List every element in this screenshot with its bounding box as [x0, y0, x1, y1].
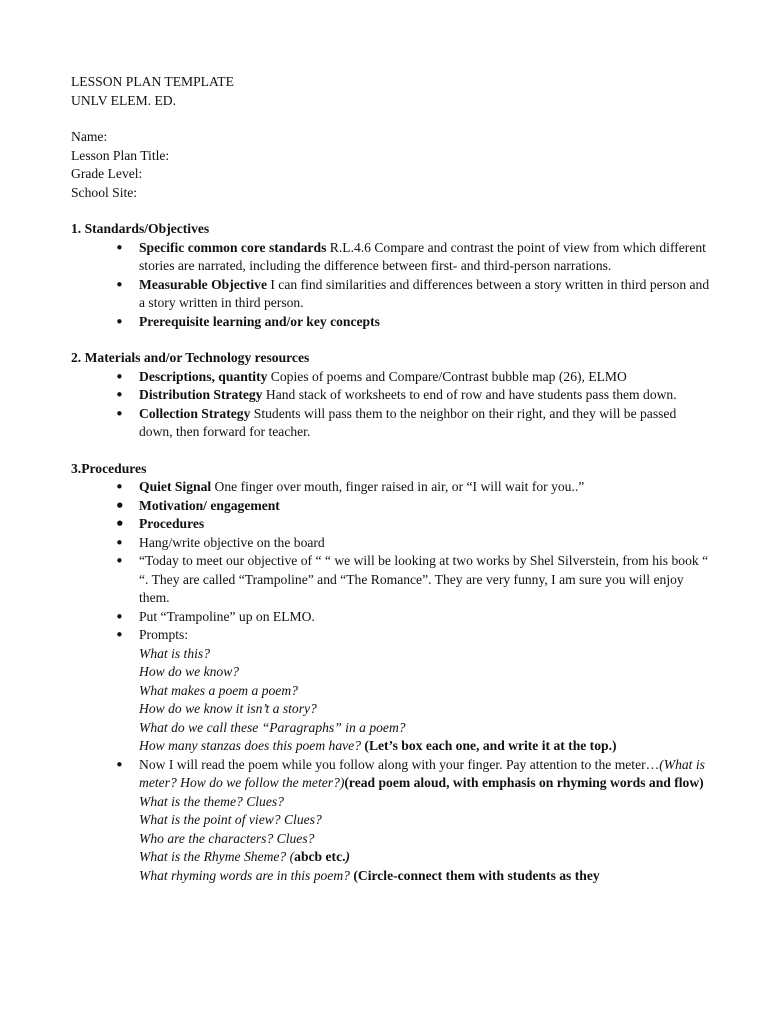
list-item — [71, 405, 711, 442]
section-1-list — [71, 239, 711, 332]
section-3-heading: 3.Procedures — [71, 460, 147, 476]
item-text: R.L.4.6 Compare and contrast the point of view from which different stories are narrated, including the difference between first- and third-person narrations. — [139, 239, 706, 273]
put-trampoline-item: • Put “Trampoline” up on ELMO. — [71, 608, 711, 627]
prompt-question: What is this? — [139, 645, 210, 661]
list-item — [71, 239, 711, 276]
list-item — [71, 478, 711, 497]
discussion-question: Who are the characters? Clues? — [139, 830, 315, 846]
list-item — [71, 276, 711, 313]
item-label: Distribution Strategy — [139, 387, 263, 402]
item-label: Collection Strategy — [139, 405, 251, 421]
school-site-field: School Site: — [71, 184, 138, 200]
stanzas-question: How many stanzas does this poem have? — [139, 738, 362, 753]
motivation-item: • Motivation/ engagement — [71, 497, 711, 516]
section-2-heading: 2. Materials and/or Technology resources — [71, 350, 310, 365]
item-text: Copies of poems and Compare/Contrast bubble map (26), ELMO — [267, 368, 627, 384]
stanzas-note: (Let’s box each one, and write it at the top.) — [361, 738, 617, 753]
read-text: Now I will read the poem while you follow along with your finger. Pay attention to the meter… — [139, 756, 660, 772]
read-poem-item — [71, 756, 711, 886]
prompt-question: How do we know? — [139, 664, 240, 679]
read-bold: (read poem aloud, with emphasis on rhyming words and flow) — [344, 775, 704, 790]
rhyme-line — [139, 848, 711, 867]
list-item — [71, 386, 711, 405]
stanzas-line — [139, 737, 711, 756]
read-italic: (What is meter? How do we follow the meter?) — [139, 756, 705, 790]
name-field: Name: — [71, 129, 108, 144]
item-text: Students will pass them to the neighbor on their right, and they will be passed down, then forward for teacher. — [139, 405, 677, 439]
hang-objective-item: • Hang/write objective on the board — [71, 534, 711, 553]
prompt-question: What makes a poem a poem? — [139, 682, 298, 698]
rhyming-words-line — [139, 867, 711, 886]
prompt-question: How do we know it isn’t a story? — [139, 701, 317, 716]
procedures-item: • Procedures — [71, 515, 711, 534]
grade-level-field: Grade Level: — [71, 166, 143, 181]
list-item — [71, 313, 711, 332]
item-label: Prerequisite learning and/or key concepts — [139, 313, 380, 329]
item-label: Specific common core standards — [139, 239, 327, 255]
lesson-plan-title-field: Lesson Plan Title: — [71, 147, 170, 163]
rhyme-question: What is the Rhyme Sheme? ( — [139, 849, 295, 864]
item-text: I can find similarities and differences between a story written in third person and a story written in third person. — [139, 276, 710, 310]
prompt-question: What do we call these “Paragraphs” in a poem? — [139, 719, 406, 735]
prompts-label: • Prompts: — [139, 627, 189, 642]
rhyme-close: ) — [345, 849, 351, 864]
item-text: Hand stack of worksheets to end of row and have students pass them down. — [262, 387, 677, 402]
title-line-2: UNLV ELEM. ED. — [71, 92, 176, 108]
item-label: Measurable Objective — [139, 276, 267, 292]
item-label: Descriptions, quantity — [139, 368, 268, 384]
rhyming-words-note: (Circle-connect them with students as they — [349, 867, 600, 883]
prompts-item — [71, 626, 711, 756]
rhyming-words-question: What rhyming words are in this poem? — [139, 867, 350, 883]
today-item: • “Today to meet our objective of “ “ we will be looking at two works by Shel Silverstein, from his book “ “. They are called “Trampoline” and “The Romance”. They are very funny, I am sure you will enjoy them. — [71, 552, 711, 608]
quiet-signal-label: Quiet Signal — [139, 479, 212, 494]
quiet-signal-text: One finger over mouth, finger raised in air, or “I will wait for you..” — [211, 479, 585, 494]
title-line-1: LESSON PLAN TEMPLATE — [71, 74, 234, 89]
document-body — [71, 73, 711, 885]
section-2-list — [71, 368, 711, 442]
section-1-heading: 1. Standards/Objectives — [71, 221, 210, 236]
section-3-list — [71, 478, 711, 885]
discussion-question: What is the theme? Clues? — [139, 793, 284, 809]
discussion-question: What is the point of view? Clues? — [139, 812, 322, 827]
list-item — [71, 368, 711, 387]
rhyme-bold: abcb etc. — [294, 849, 346, 864]
